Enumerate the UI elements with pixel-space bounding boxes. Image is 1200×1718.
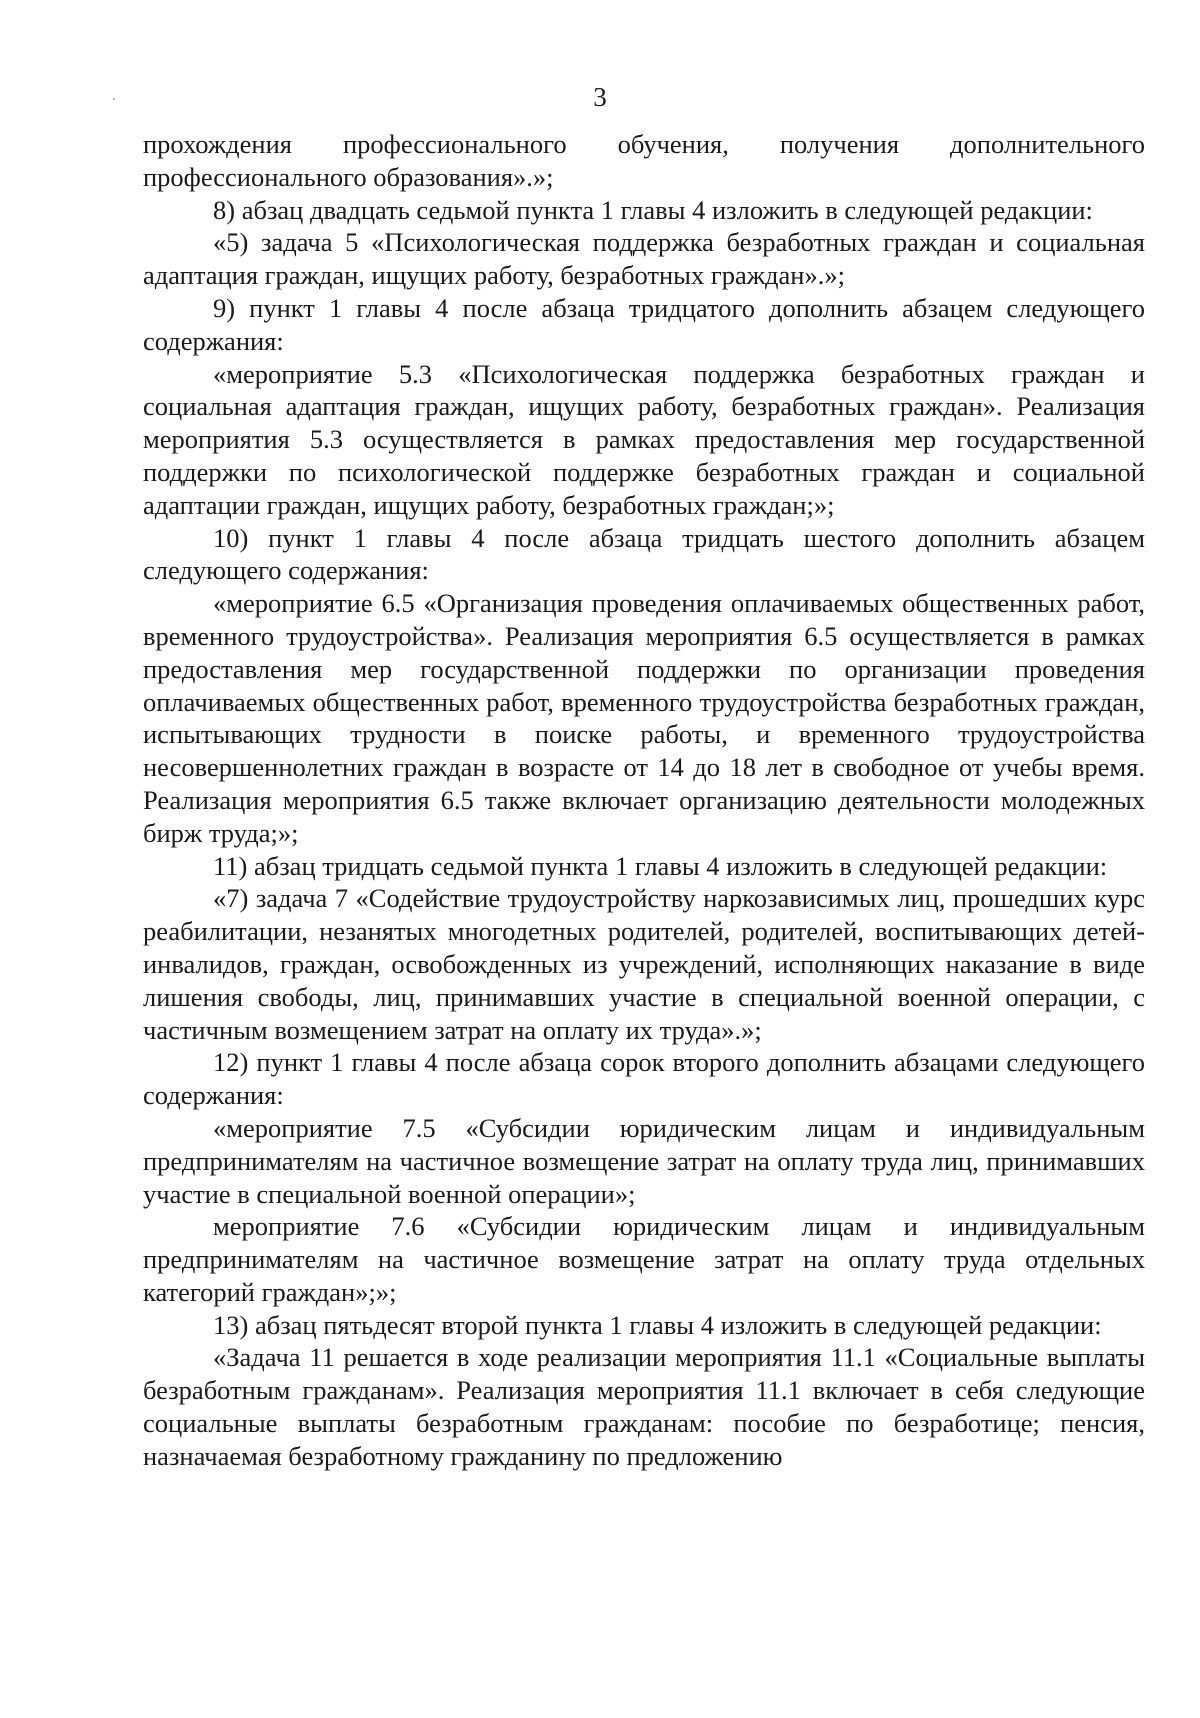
- paragraph: «5) задача 5 «Психологическая поддержка безработных граждан и социальная адаптация граждан, ищущих работу, безработных граждан».»;: [143, 227, 1145, 291]
- page-number: 3: [593, 82, 607, 112]
- paragraph: 13) абзац пятьдесят второй пункта 1 главы 4 изложить в следующей редакции:: [213, 1309, 1102, 1340]
- paragraph: 9) пункт 1 главы 4 после абзаца тридцатого дополнить абзацем следующего содержания:: [143, 292, 1145, 356]
- paragraph: «мероприятие 7.5 «Субсидии юридическим лицам и индивидуальным предпринимателям на частичное возмещение затрат на оплату труда лиц, принимавших участие в специальной военной операции»;: [143, 1112, 1145, 1209]
- paragraph: «Задача 11 решается в ходе реализации мероприятия 11.1 «Социальные выплаты безработным гражданам». Реализация мероприятия 11.1 включает в себя следующие социальные выплаты безработным гражданам: пособие по безработице; пенсия, назначаемая безработному гражданину по предложению: [143, 1342, 1145, 1471]
- paragraph: 10) пункт 1 главы 4 после абзаца тридцать шестого дополнить абзацем следующего содержания:: [143, 522, 1145, 586]
- paragraph: 8) абзац двадцать седьмой пункта 1 главы 4 изложить в следующей редакции:: [213, 194, 1093, 225]
- paragraph: прохождения профессионального обучения, получения дополнительного профессионального образования».»;: [143, 129, 1145, 192]
- paragraph: «мероприятие 6.5 «Организация проведения оплачиваемых общественных работ, временного трудоустройства». Реализация мероприятия 6.5 осуществляется в рамках предоставления мер государственной поддержки по организации проведения оплачиваемых общественных работ, временного трудоустройства безработных граждан, испытывающих трудности в поиске работы, и временного трудоустройства несовершеннолетних граждан в возрасте от 14 до 18 лет в свободное от учебы время. Реализация мероприятия 6.5 также включает организацию деятельности молодежных бирж труда;»;: [143, 588, 1145, 848]
- paragraph: «7) задача 7 «Содействие трудоустройству наркозависимых лиц, прошедших курс реабилитации, незанятых многодетных родителей, родителей, воспитывающих детей-инвалидов, граждан, освобожденных из учреждений, исполняющих наказание в виде лишения свободы, лиц, принимавших участие в специальной военной операции, с частичным возмещением затрат на оплату их труда».»;: [143, 883, 1145, 1045]
- paragraph: мероприятие 7.6 «Субсидии юридическим лицам и индивидуальным предпринимателям на частичное возмещение затрат на оплату труда отдельных категорий граждан»;»;: [143, 1211, 1145, 1307]
- document-body: [143, 128, 1145, 1473]
- paragraph: 11) абзац тридцать седьмой пункта 1 главы 4 изложить в следующей редакции:: [213, 850, 1108, 881]
- paragraph: 12) пункт 1 главы 4 после абзаца сорок второго дополнить абзацами следующего содержания:: [143, 1047, 1145, 1111]
- paragraph: «мероприятие 5.3 «Психологическая поддержка безработных граждан и социальная адаптация граждан, ищущих работу, безработных граждан». Реализация мероприятия 5.3 осуществляется в рамках предоставления мер государственной поддержки по психологической поддержке безработных граждан и социальной адаптации граждан, ищущих работу, безработных граждан;»;: [143, 358, 1145, 520]
